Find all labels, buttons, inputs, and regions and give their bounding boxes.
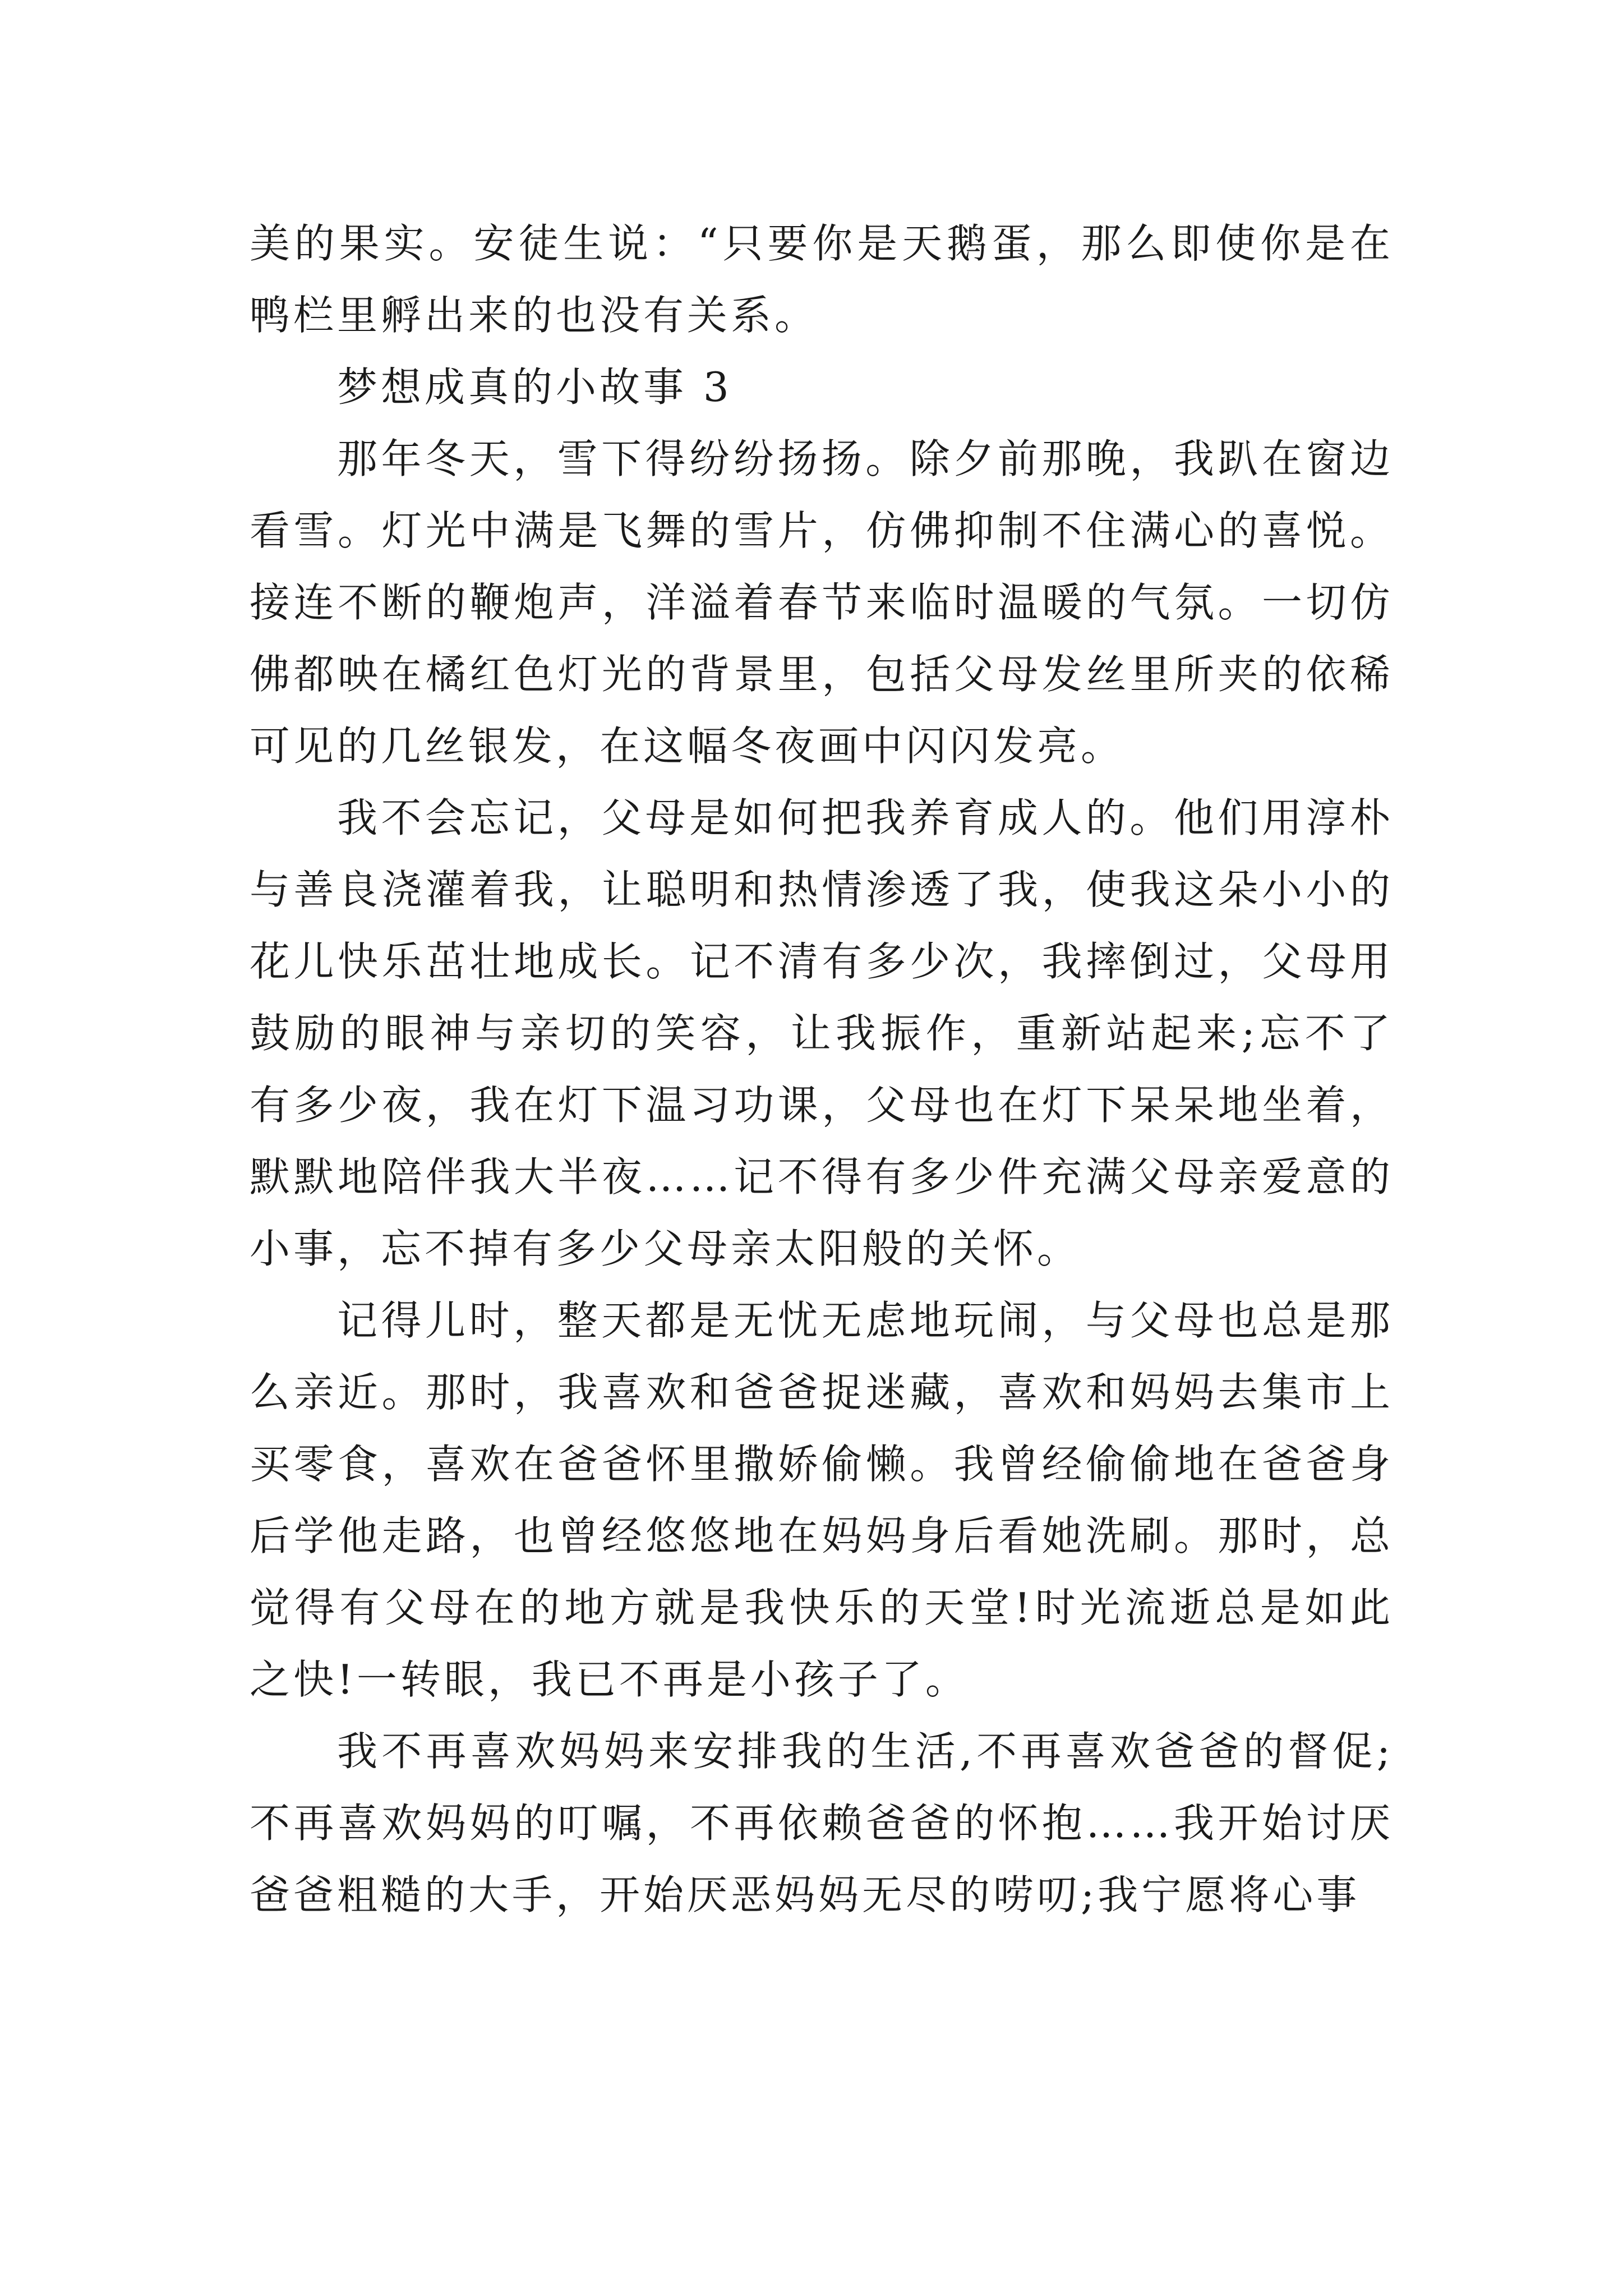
- paragraph-winter-night: 那年冬天，雪下得纷纷扬扬。除夕前那晚，我趴在窗边看雪。灯光中满是飞舞的雪片，仿佛抑制不住满心的喜悦。接连不断的鞭炮声，洋溢着春节来临时温暖的气氛。一切仿佛都映在橘红色灯光的背景里，包括父母发丝里所夹的依稀可见的几丝银发，在这幅冬夜画中闪闪发亮。: [250, 435, 1394, 770]
- paragraph-growing-up: 我不再喜欢妈妈来安排我的生活,不再喜欢爸爸的督促;不再喜欢妈妈的叮嘱，不再依赖爸爸的怀抱……我开始讨厌爸爸粗糙的大手，开始厌恶妈妈无尽的唠叨;我宁愿将心事: [250, 1728, 1394, 1918]
- paragraph-parents-raising: 我不会忘记，父母是如何把我养育成人的。他们用淳朴与善良浇灌着我，让聪明和热情渗透了我，使我这朵小小的花儿快乐茁壮地成长。记不清有多少次，我摔倒过，父母用鼓励的眼神与亲切的笑容，让我振作，重新站起来;忘不了有多少夜，我在灯下温习功课，父母也在灯下呆呆地坐着，默默地陪伴我大半夜……记不得有多少件充满父母亲爱意的小事，忘不掉有多少父母亲太阳般的关怀。: [250, 794, 1394, 1272]
- document-body: [250, 208, 1394, 1931]
- section-heading: 梦想成真的小故事 3: [337, 364, 732, 411]
- paragraph-continued: 美的果实。安徒生说：“只要你是天鹅蛋，那么即使你是在鸭栏里孵出来的也没有关系。: [250, 220, 1394, 339]
- paragraph-childhood: 记得儿时，整天都是无忧无虑地玩闹，与父母也总是那么亲近。那时，我喜欢和爸爸捉迷藏，喜欢和妈妈去集市上买零食，喜欢在爸爸怀里撒娇偷懒。我曾经偷偷地在爸爸身后学他走路，也曾经悠悠地在妈妈身后看她洗刷。那时，总觉得有父母在的地方就是我快乐的天堂!时光流逝总是如此之快!一转眼，我已不再是小孩子了。: [250, 1297, 1394, 1703]
